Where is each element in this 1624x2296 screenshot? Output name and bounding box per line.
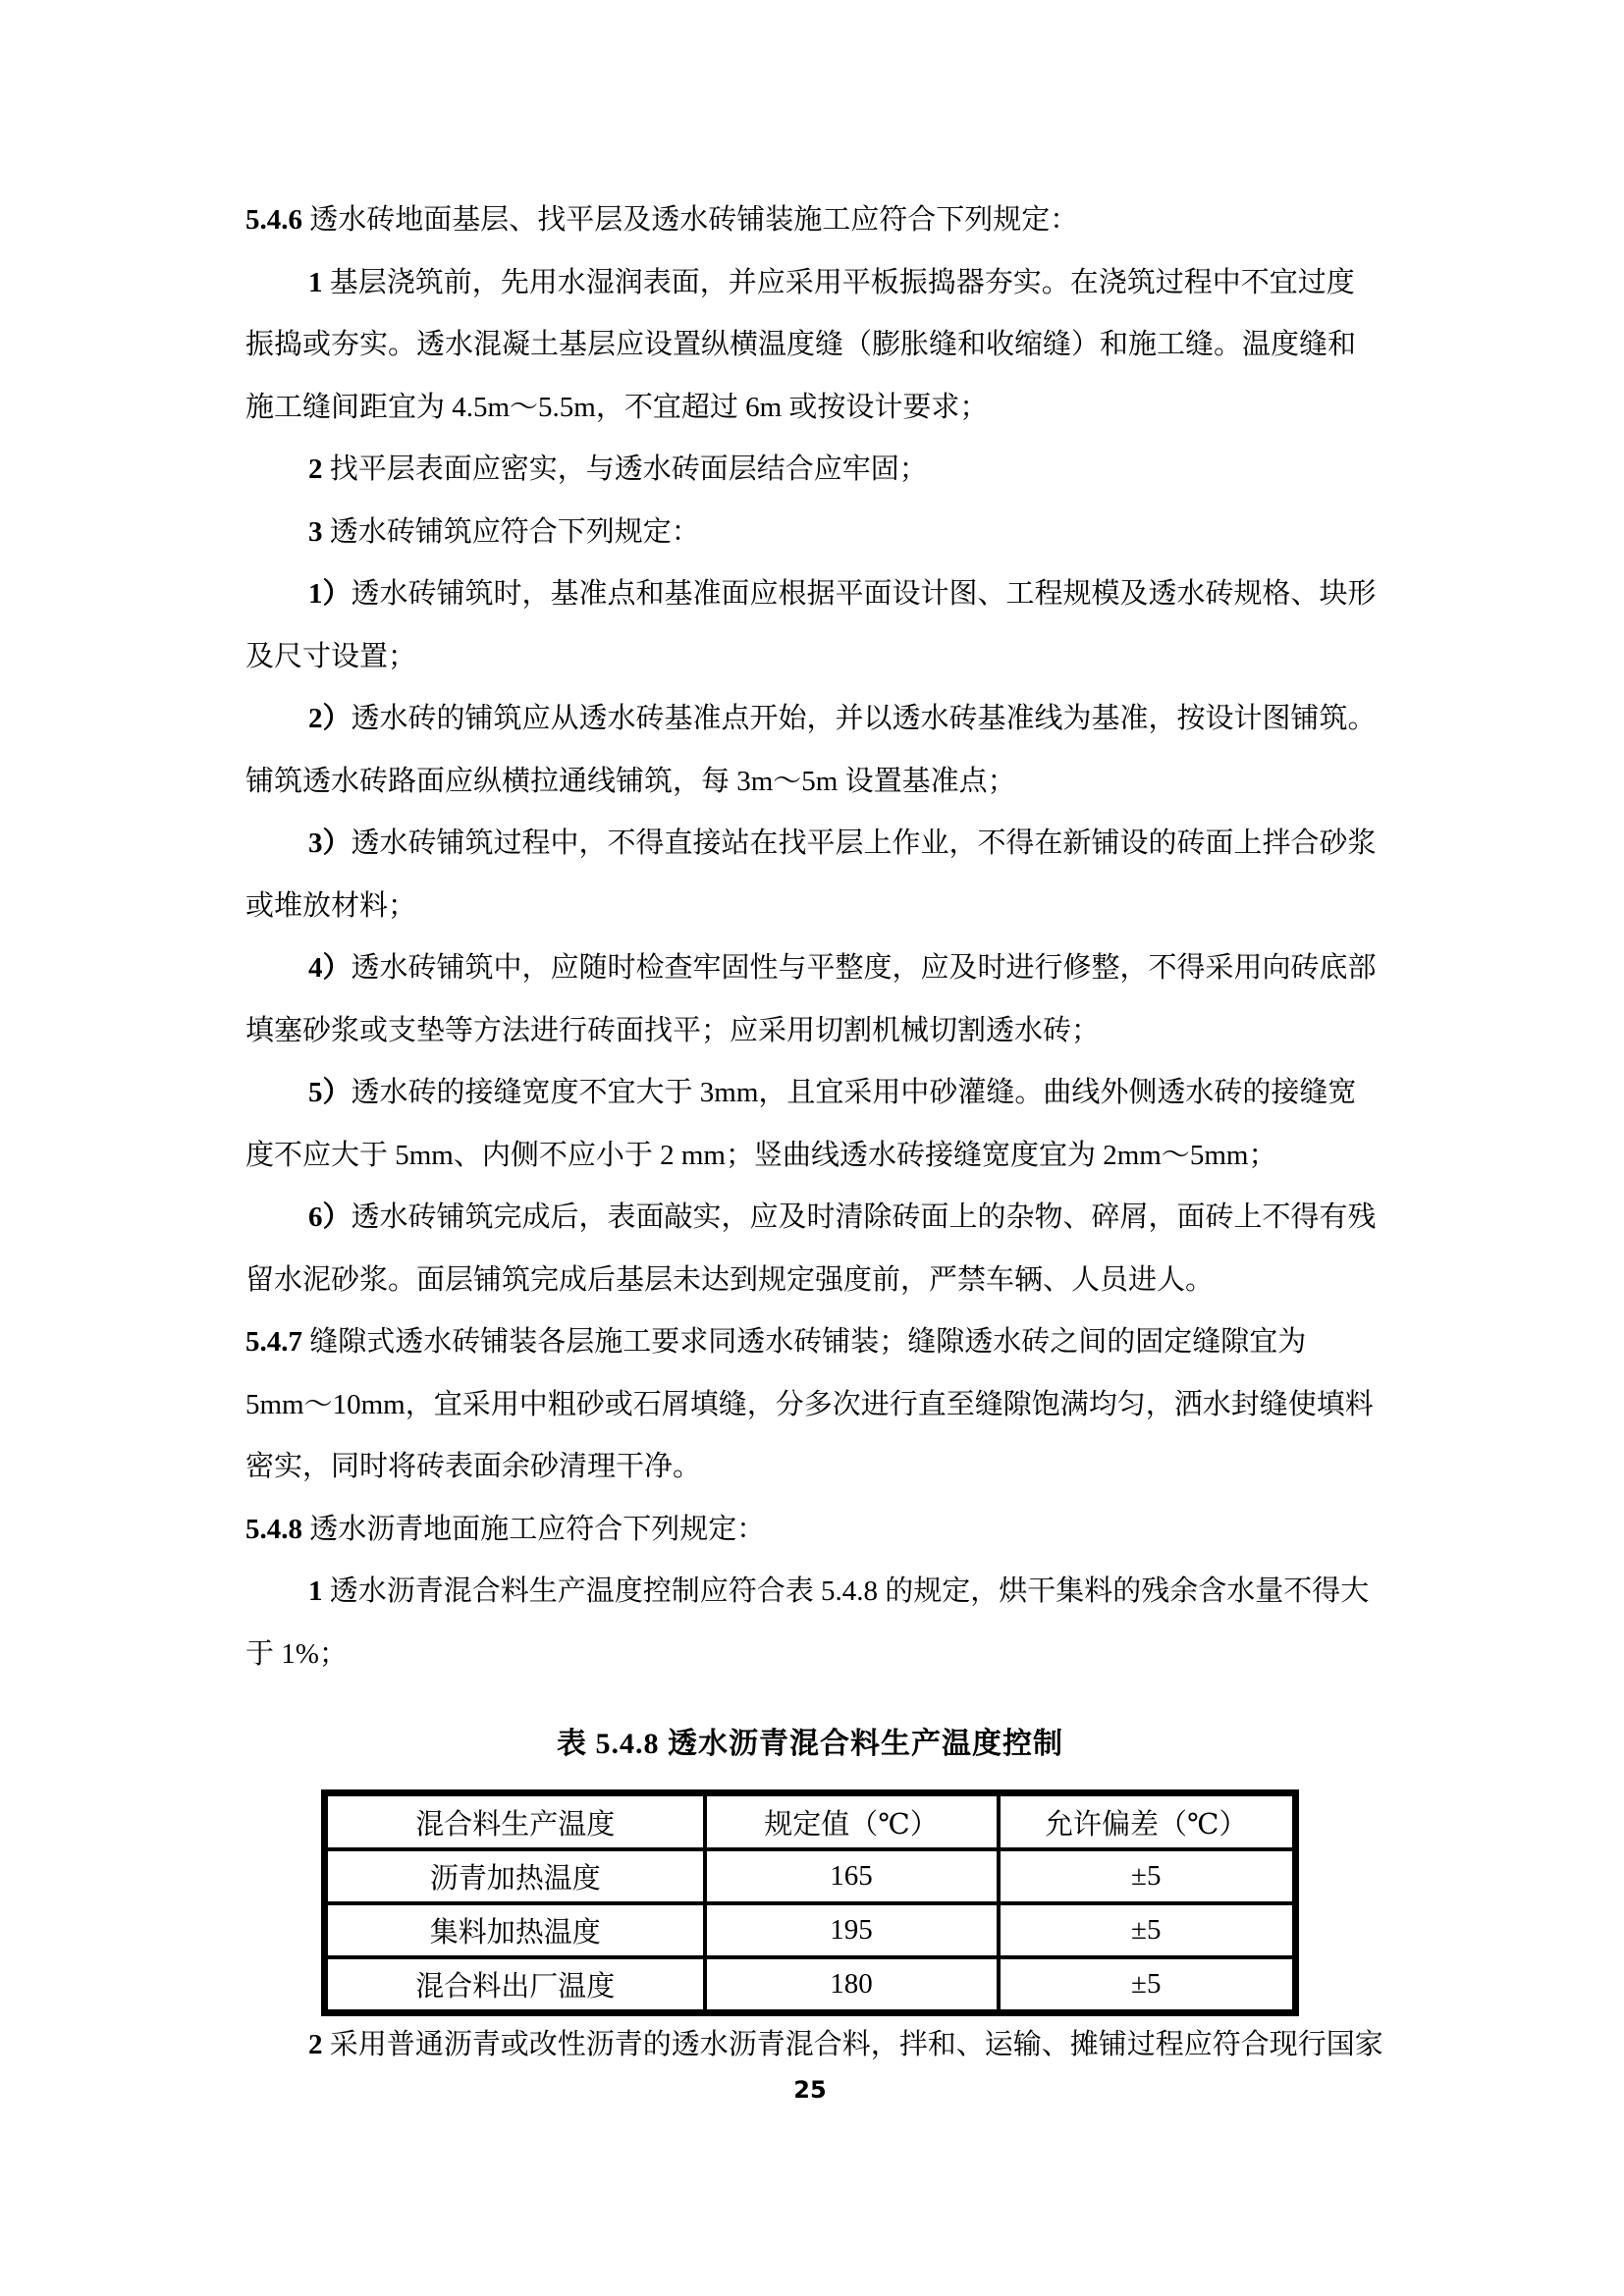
line-text: 基层浇筑前，先用水湿润表面，并应采用平板振捣器夯实。在浇筑过程中不宜过度 bbox=[322, 266, 1355, 298]
line-label: 5.4.7 bbox=[245, 1326, 302, 1358]
text-line bbox=[245, 1125, 1375, 1188]
document-content bbox=[245, 189, 1383, 2105]
text-line bbox=[245, 563, 1375, 626]
table-header-cell: 规定值（℃） bbox=[705, 1793, 999, 1850]
text-line bbox=[245, 502, 1375, 564]
line-label: 2 bbox=[308, 454, 323, 485]
text-line bbox=[245, 1062, 1375, 1125]
table-cell: 180 bbox=[705, 1957, 999, 2013]
line-label: 4） bbox=[308, 952, 352, 984]
line-text: 透水砖的铺筑应从透水砖基准点开始，并以透水砖基准线为基准，按设计图铺筑。 bbox=[351, 703, 1377, 734]
line-text: 填塞砂浆或支垫等方法进行砖面找平；应采用切割机械切割透水砖； bbox=[245, 1014, 1101, 1046]
line-label: 5.4.8 bbox=[245, 1513, 302, 1545]
line-text: 或堆放材料； bbox=[245, 889, 417, 922]
table-cell: 165 bbox=[705, 1849, 999, 1903]
table-row bbox=[325, 1849, 1296, 1903]
line-text: 于 1%； bbox=[245, 1637, 348, 1670]
table-cell: ±5 bbox=[999, 1903, 1296, 1957]
table-cell: 混合料出厂温度 bbox=[325, 1957, 705, 2013]
line-text: 铺筑透水砖路面应纵横拉通线铺筑，每 3m～5m 设置基准点； bbox=[245, 765, 1016, 797]
line-text: 缝隙式透水砖铺装各层施工要求同透水砖铺装；缝隙透水砖之间的固定缝隙宜为 bbox=[302, 1326, 1307, 1358]
line-text: 施工缝间距宜为 4.5m～5.5m，不宜超过 6m 或按设计要求； bbox=[245, 391, 989, 423]
line-text: 透水砖铺筑应符合下列规定： bbox=[322, 515, 700, 548]
line-text: 透水砖铺筑完成后，表面敲实，应及时清除砖面上的杂物、碎屑，面砖上不得有残 bbox=[351, 1201, 1377, 1233]
line-label: 1 bbox=[308, 266, 323, 298]
line-label: 5.4.6 bbox=[245, 204, 302, 236]
line-label: 1 bbox=[308, 1575, 323, 1607]
line-label: 6） bbox=[308, 1201, 352, 1233]
line-text: 透水沥青混合料生产温度控制应符合表 5.4.8 的规定，烘干集料的残余含水量不得大 bbox=[322, 1575, 1370, 1607]
table-row bbox=[325, 1957, 1296, 2013]
line-text: 透水砖铺筑过程中，不得直接站在找平层上作业，不得在新铺设的砖面上拌合砂浆 bbox=[351, 828, 1377, 859]
line-label: 3） bbox=[308, 828, 352, 859]
line-text: 留水泥砂浆。面层铺筑完成后基层未达到规定强度前，严禁车辆、人员进人。 bbox=[245, 1263, 1215, 1296]
table-cell: 195 bbox=[705, 1903, 999, 1957]
text-line bbox=[245, 1624, 1375, 1686]
text-line bbox=[245, 1374, 1375, 1437]
text-line bbox=[245, 439, 1375, 502]
text-line bbox=[245, 1499, 1375, 1562]
text-line bbox=[245, 252, 1375, 315]
text-line bbox=[245, 1250, 1375, 1312]
table-cell: ±5 bbox=[999, 1957, 1296, 2013]
text-line bbox=[245, 1561, 1375, 1624]
line-text: 透水砖铺筑中，应随时检查牢固性与平整度，应及时进行修整，不得采用向砖底部 bbox=[351, 952, 1377, 984]
line-label: 3 bbox=[308, 515, 323, 548]
line-label: 5） bbox=[308, 1077, 352, 1108]
page-number: 25 bbox=[793, 2076, 827, 2104]
table-cell: 沥青加热温度 bbox=[325, 1849, 705, 1903]
table-cell: ±5 bbox=[999, 1849, 1296, 1903]
line-text: 采用普通沥青或改性沥青的透水沥青混合料，拌和、运输、摊铺过程应符合现行国家 bbox=[322, 2029, 1383, 2060]
table-title: 表 5.4.8 透水沥青混合料生产温度控制 bbox=[557, 1728, 1063, 1760]
line-text: 透水砖的接缝宽度不宜大于 3mm，且宜采用中砂灌缝。曲线外侧透水砖的接缝宽 bbox=[351, 1077, 1357, 1108]
table-cell: 集料加热温度 bbox=[325, 1903, 705, 1957]
text-line bbox=[245, 1000, 1375, 1063]
line-text: 度不应大于 5mm、内侧不应小于 2 mm；竖曲线透水砖接缝宽度宜为 2mm～5mm； bbox=[245, 1139, 1277, 1171]
table-header-row bbox=[325, 1793, 1296, 1850]
text-line bbox=[245, 377, 1375, 440]
text-line bbox=[245, 688, 1375, 751]
text-line bbox=[245, 314, 1375, 377]
line-text: 找平层表面应密实，与透水砖面层结合应牢固； bbox=[322, 454, 928, 485]
line-text: 透水砖铺筑时，基准点和基准面应根据平面设计图、工程规模及透水砖规格、块形 bbox=[351, 578, 1377, 610]
text-line bbox=[245, 1187, 1375, 1250]
table-row bbox=[325, 1903, 1296, 1957]
text-line bbox=[245, 189, 1375, 252]
line-label: 2） bbox=[308, 703, 352, 734]
production-temperature-table bbox=[321, 1789, 1299, 2016]
text-line bbox=[245, 1436, 1375, 1499]
line-text: 透水沥青地面施工应符合下列规定： bbox=[302, 1513, 766, 1545]
text-line bbox=[245, 937, 1375, 1000]
text-line-after-table bbox=[245, 2022, 1383, 2067]
line-text: 5mm～10mm，宜采用中粗砂或石屑填缝，分多次进行直至缝隙饱满均匀，洒水封缝使填料 bbox=[245, 1388, 1374, 1420]
text-line bbox=[245, 751, 1375, 814]
table-header-cell: 混合料生产温度 bbox=[325, 1793, 705, 1850]
line-text: 及尺寸设置； bbox=[245, 640, 417, 672]
line-text: 密实，同时将砖表面余砂清理干净。 bbox=[245, 1451, 702, 1482]
body-lines bbox=[245, 189, 1375, 1685]
text-line bbox=[245, 626, 1375, 689]
table-header-cell: 允许偏差（℃） bbox=[999, 1793, 1296, 1850]
line-text: 透水砖地面基层、找平层及透水砖铺装施工应符合下列规定： bbox=[302, 204, 1079, 236]
line-label: 1） bbox=[308, 578, 352, 610]
line-text: 振捣或夯实。透水混凝土基层应设置纵横温度缝（膨胀缝和收缩缝）和施工缝。温度缝和 bbox=[245, 329, 1357, 360]
text-line bbox=[245, 1311, 1375, 1374]
text-line bbox=[245, 813, 1375, 876]
text-line bbox=[245, 876, 1375, 938]
line-label: 2 bbox=[308, 2029, 323, 2060]
